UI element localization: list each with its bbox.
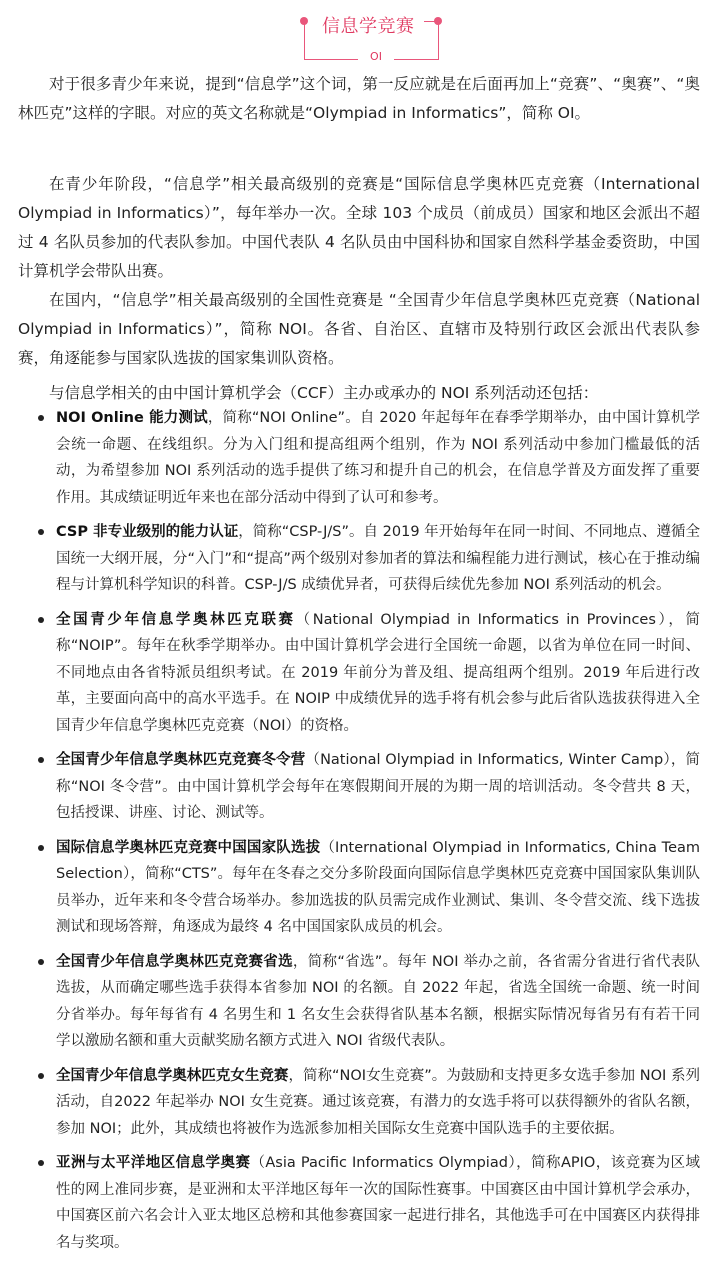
item-text: ，简称“NOI Online”。自 2020 年起每年在春季学期举办，由中国计算机学会统一命题、在线组织。分为入门组和提高组两个组别，作为 NOI 系列活动中参加门槛最低的活动，为希望参加 NOI 系列活动的选手提供了练习和提升自己的机会，在信息学普及方面发挥了重要作用。其成绩证明近年来也在部分活动中得到了认可和参考。 [56, 410, 701, 506]
item-text: ，简称“省选”。每年 NOI 举办之前，各省需分省进行省代表队选拔，从而确定哪些选手获得本省参加 NOI 的名额。自 2022 年起，省选全国统一命题、统一时间分省举办。每年每省有 4 名男生和 1 名女生会获得省队基本名额，根据实际情况每省另有有若干同学以激励名额和重大贡献奖励名额方式进入 NOI 省级代表队。 [56, 953, 700, 1049]
activities-intro: 与信息学相关的由中国计算机学会（CCF）主办或承办的 NOI 系列活动还包括： [49, 384, 599, 402]
bullet-icon [38, 1073, 44, 1079]
title-left-border [304, 21, 305, 59]
list-item-apio [18, 1150, 700, 1256]
bullet-icon [38, 415, 44, 421]
list-item-winter-camp [18, 747, 700, 827]
bullet-icon [38, 1160, 44, 1166]
bullet-icon [38, 529, 44, 535]
list-item-noip [18, 607, 700, 740]
item-text: （International Olympiad in Informatics, China Team Selection），简称“CTS”。每年在冬春之交分多阶段面向国际信息学奥林匹克竞赛中国国家队集训队员举办，近年来和冬令营合场举办。参加选拔的队员需完成作业测试、集训、冬令营交流、线下选拔测试和现场答辩，角逐成为最终 4 名中国国家队成员的机会。 [56, 839, 701, 935]
item-title: NOI Online 能力测试 [56, 410, 208, 426]
paragraph-noi: 在国内，“信息学”相关最高级别的全国性竞赛是 “全国青少年信息学奥林匹克竞赛（National Olympiad in Informatics）”，简称 NOI。各省、自治区、直辖市及特别行政区会派出代表队参赛，角逐能参与国家队选拔的国家集训队资格。 [18, 291, 700, 367]
list-item-csp [18, 519, 700, 599]
item-title: 全国青少年信息学奥林匹克竞赛省选 [56, 953, 293, 970]
title-right-border [438, 21, 439, 59]
item-text: （Asia Pacific Informatics Olympiad），简称APIO，该竞赛为区域性的网上准同步赛，是亚洲和太平洋地区每年一次的国际性赛事。中国赛区由中国计算机学会承办，中国赛区前六名会计入亚太地区总榜和其他参赛国家一起进行排名，其他选手可在中国赛区内获得排名与奖项。 [56, 1155, 701, 1251]
paragraph-definition: 对于很多青少年来说，提到“信息学”这个词，第一反应就是在后面再加上“竞赛”、“奥赛”、“奥林匹克”这样的字眼。对应的英文名称就是“Olympiad in Informatics”，简称 OI。 [18, 75, 700, 122]
item-text: ，简称“NOI女生竞赛”。为鼓励和支持更多女选手参加 NOI 系列活动，自2022 年起举办 NOI 女生竞赛。通过该竞赛，有潜力的女选手将可以获得额外的省队名额，参加 NOI；此外，其成绩也将被作为选派参加相关国际女生竞赛中国队选手的主要依据。 [56, 1067, 701, 1137]
item-text: （National Olympiad in Informatics in Provinces），简称“NOIP”。每年在秋季学期举办。由中国计算机学会进行全国统一命题，以省为单位在同一时间、不同地点由各省特派员组织考试。在 2019 年前分为普及组、提高组两个组别。2019 年后进行改革，主要面向高中的高水平选手。在 NOIP 中成绩优异的选手将有机会参与此后省队选拔获得进入全国青少年信息学奥林匹克竞赛（NOI）的资格。 [56, 611, 700, 734]
list-item-cts [18, 835, 700, 941]
item-text: （National Olympiad in Informatics, Winter Camp），简称“NOI 冬令营”。由中国计算机学会每年在寒假期间开展的为期一周的培训活动。冬令营共 8 天，包括授课、讲座、讨论、测试等。 [56, 752, 700, 821]
section-title: 信息学竞赛 [322, 16, 415, 37]
title-bottom-right-border [394, 59, 439, 60]
item-title: 国际信息学奥林匹克竞赛中国国家队选拔 [56, 839, 321, 856]
item-title: 全国青少年信息学奥林匹克女生竞赛 [56, 1067, 289, 1084]
list-item-provincial-selection [18, 949, 700, 1055]
item-title: 全国青少年信息学奥林匹克竞赛冬令营 [56, 752, 306, 768]
item-title: 全国青少年信息学奥林匹克联赛 [56, 611, 296, 628]
bullet-icon [38, 757, 44, 763]
bullet-icon [38, 845, 44, 851]
activities-list [18, 405, 700, 1264]
item-title: 亚洲与太平洋地区信息学奥赛 [56, 1155, 251, 1171]
list-item-noi-online [18, 405, 700, 511]
bullet-icon [38, 959, 44, 965]
item-text: ，简称“CSP-J/S”。自 2019 年开始每年在同一时间、不同地点、遵循全国统一大纲开展，分“入门”和“提高”两个级别对参加者的算法和编程能力进行测试，核心在于推动编程与计算机科学知识的科普。CSP-J/S 成绩优异者，可获得后续优先参加 NOI 系列活动的机会。 [56, 524, 700, 593]
section-title-banner [20, 0, 705, 64]
list-item-girls-competition [18, 1063, 700, 1143]
title-right-dot-icon [434, 17, 442, 25]
paragraph-ioi: 在青少年阶段，“信息学”相关最高级别的竞赛是“国际信息学奥林匹克竞赛（International Olympiad in Informatics）”，每年举办一次。全球 103 个成员（前成员）国家和地区会派出不超过 4 名队员参加的代表队参加。中国代表队 4 名队员由中国科协和国家自然科学基金委资助，中国计算机学会带队出赛。 [18, 175, 700, 280]
bullet-icon [38, 617, 44, 623]
item-title: CSP 非专业级别的能力认证 [56, 524, 239, 540]
title-bottom-left-border [304, 59, 358, 60]
section-subtitle: OI [370, 50, 382, 63]
